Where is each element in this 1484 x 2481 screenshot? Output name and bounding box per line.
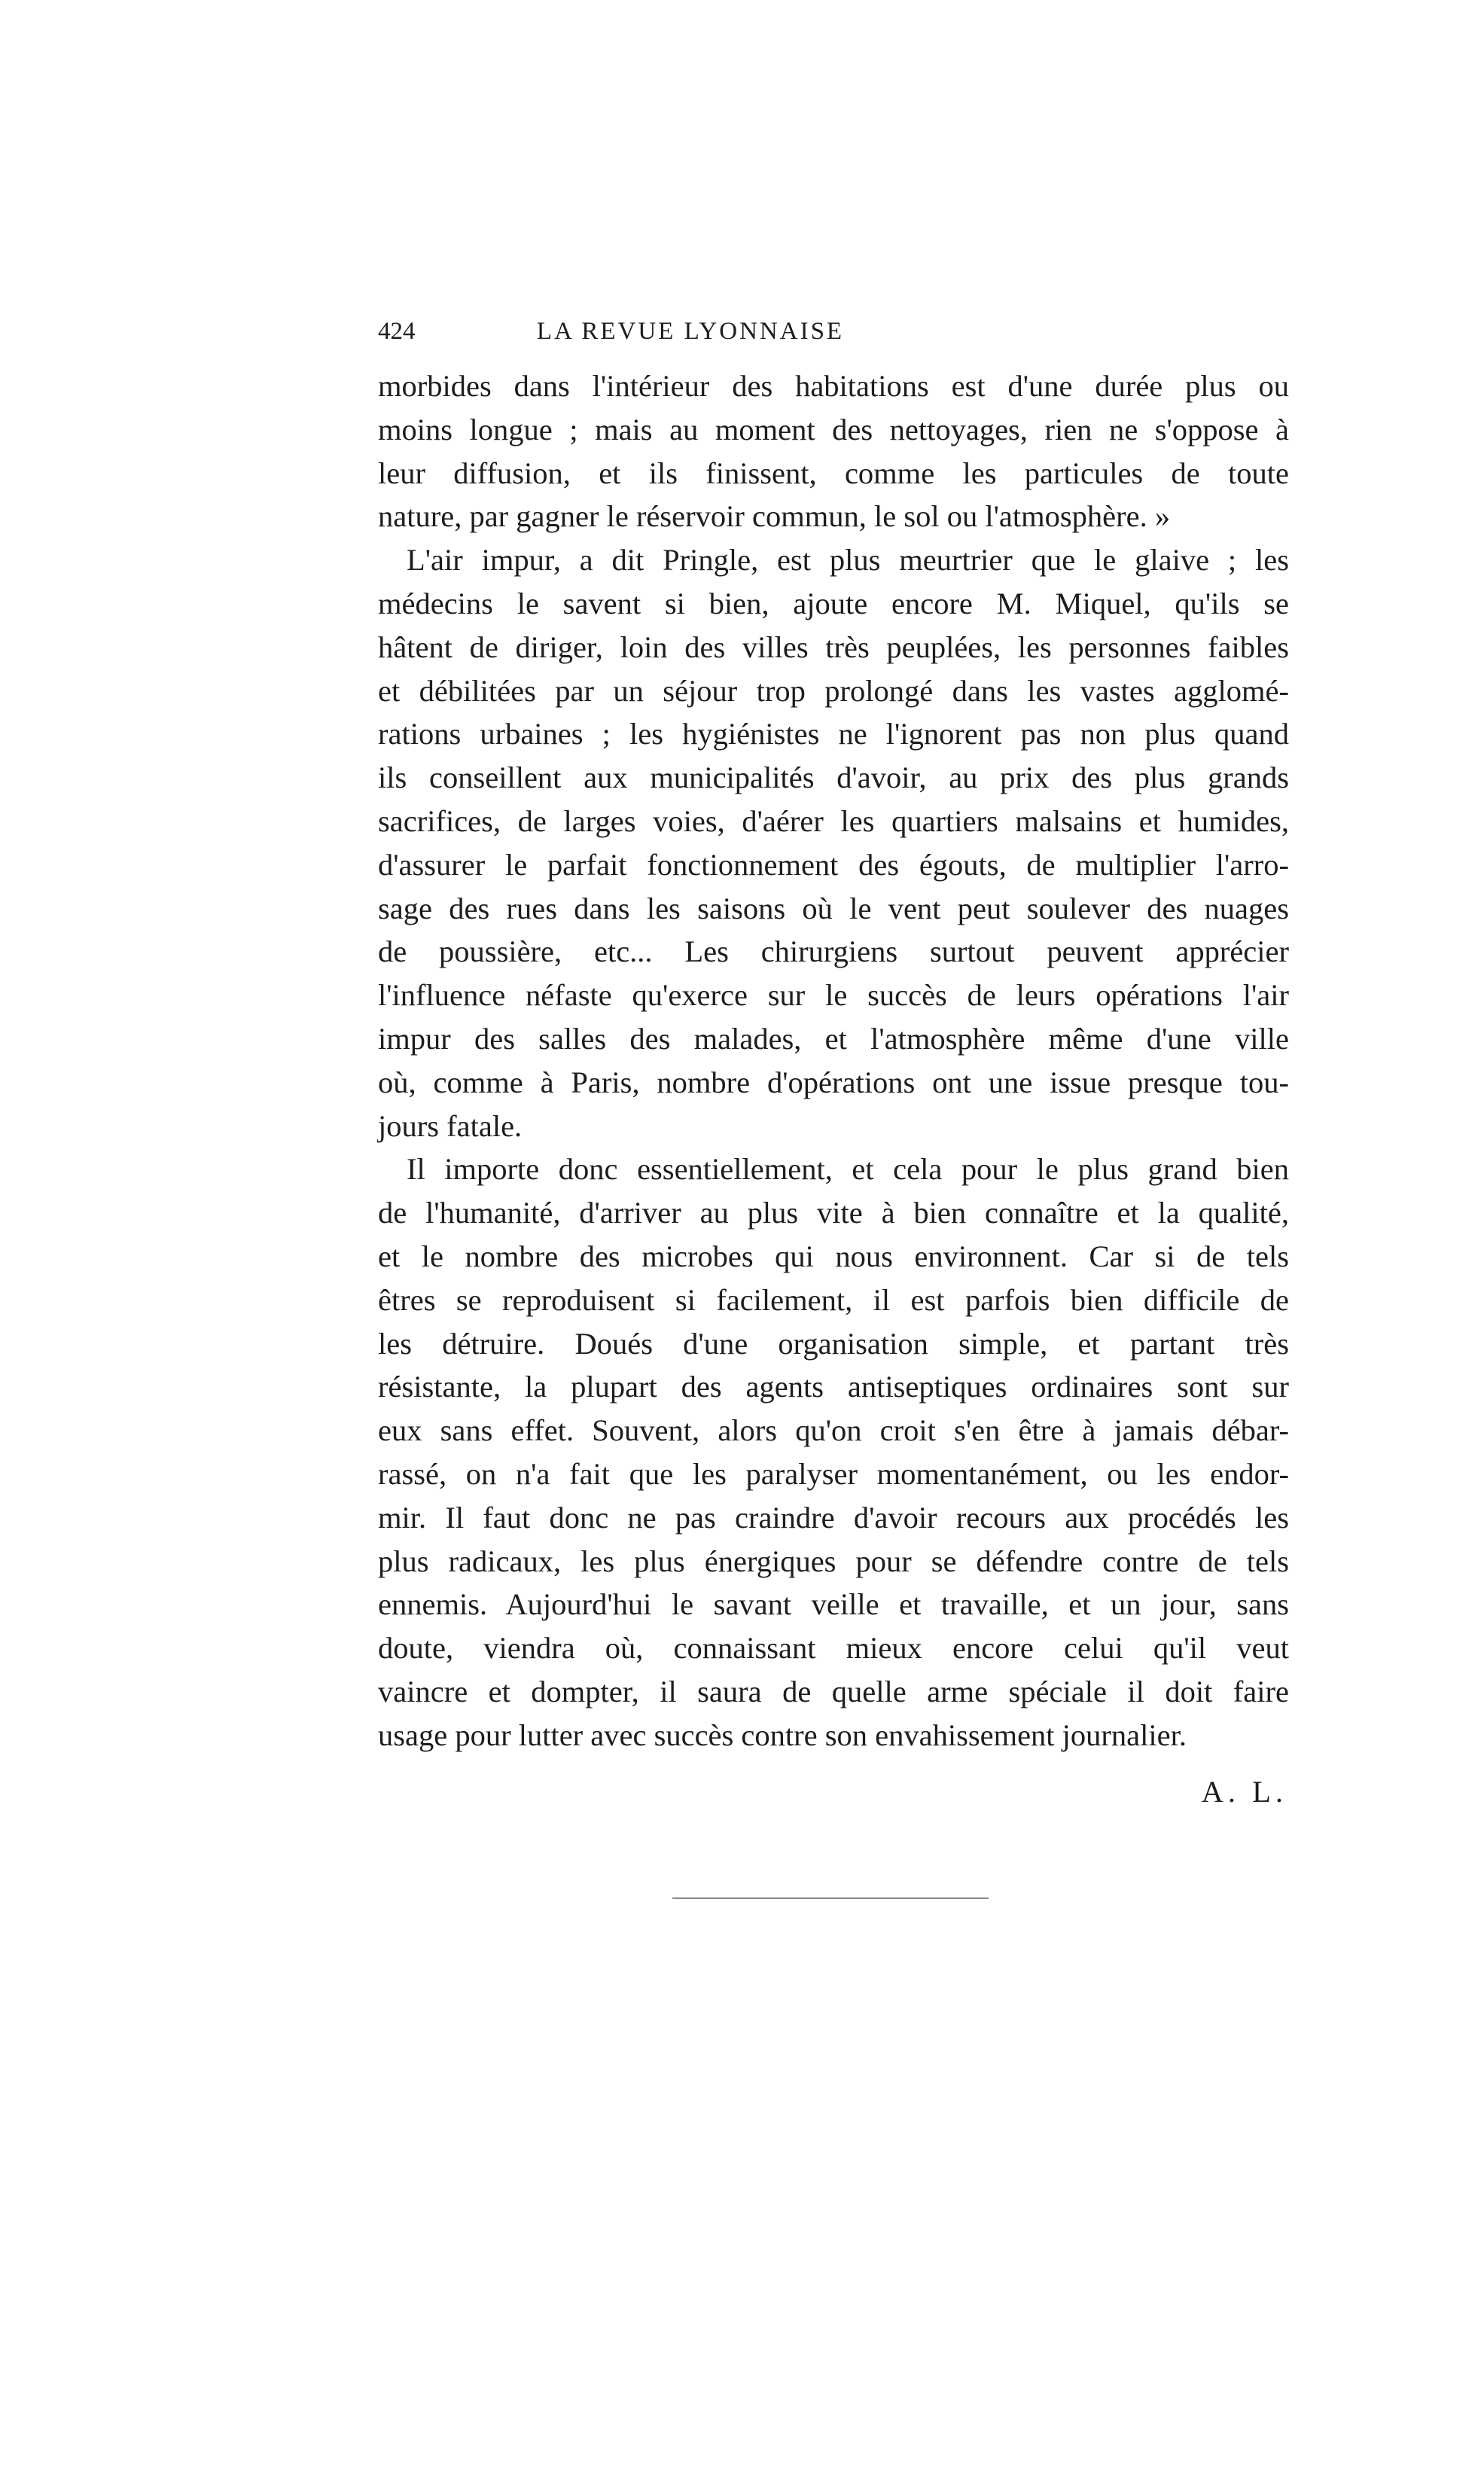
text-line: d'assurer le parfait fonctionnement des égouts, de multiplier l'arro- [378,847,1289,882]
running-title: LA REVUE LYONNAISE [536,318,845,345]
text-line: L'air impur, a dit Pringle, est plus meurtrier que le glaive ; les [407,543,1289,578]
author-signature: A. L. [1201,1775,1287,1809]
text-line: plus radicaux, les plus énergiques pour se défendre contre de tels [378,1544,1289,1578]
text-line: Il importe donc essentiellement, et cela pour le plus grand bien [407,1152,1289,1187]
text-line: mir. Il faut donc ne pas craindre d'avoir recours aux procédés les [378,1500,1289,1535]
text-line: vaincre et dompter, il saura de quelle arme spéciale il doit faire [378,1674,1289,1708]
text-line: jours fatale. [378,1108,523,1143]
text-line: de poussière, etc... Les chirurgiens surtout peuvent apprécier [378,934,1289,969]
text-line: usage pour lutter avec succès contre son envahissement journalier. [378,1717,1187,1752]
text-line: résistante, la plupart des agents antiseptiques ordinaires sont sur [378,1370,1289,1404]
text-line: doute, viendra où, connaissant mieux encore celui qu'il veut [378,1631,1289,1666]
running-header [378,315,1003,348]
text-line: impur des salles des malades, et l'atmosphère même d'une ville [378,1021,1289,1056]
text-line: ennemis. Aujourd'hui le savant veille et travaille, et un jour, sans [378,1587,1289,1622]
text-line: et débilitées par un séjour trop prolongé dans les vastes agglomé- [378,673,1289,708]
text-line: êtres se reproduisent si facilement, il est parfois bien difficile de [378,1282,1289,1317]
text-line: eux sans effet. Souvent, alors qu'on croit s'en être à jamais débar- [378,1413,1289,1448]
text-line: rations urbaines ; les hygiénistes ne l'ignorent pas non plus quand [378,717,1289,751]
text-line: les détruire. Doués d'une organisation simple, et partant très [378,1326,1289,1361]
paragraph [378,538,1289,1148]
text-line: morbides dans l'intérieur des habitations est d'une durée plus ou [378,369,1289,403]
text-line: hâtent de diriger, loin des villes très peuplées, les personnes faibles [378,629,1289,664]
text-line: sacrifices, de larges voies, d'aérer les quartiers malsains et humides, [378,803,1289,838]
text-line: nature, par gagner le réservoir commun, le sol ou l'atmosphère. » [378,499,1171,534]
text-line: leur diffusion, et ils finissent, comme les particules de toute [378,456,1289,490]
article-body [378,364,1289,1757]
page-number: 424 [378,318,416,345]
paragraph [378,364,1289,538]
text-line: et le nombre des microbes qui nous environnent. Car si de tels [378,1239,1289,1273]
text-line: où, comme à Paris, nombre d'opérations ont une issue presque tou- [378,1065,1289,1099]
text-line: sage des rues dans les saisons où le vent peut soulever des nuages [378,891,1289,925]
text-line: ils conseillent aux municipalités d'avoir, au prix des plus grands [378,760,1289,795]
text-line: l'influence néfaste qu'exerce sur le succès de leurs opérations l'air [378,978,1289,1013]
text-line: de l'humanité, d'arriver au plus vite à bien connaître et la qualité, [378,1196,1289,1230]
paragraph [378,1148,1289,1757]
text-line: rassé, on n'a fait que les paralyser momentanément, ou les endor- [378,1456,1289,1491]
text-line: médecins le savent si bien, ajoute encore M. Miquel, qu'ils se [378,586,1289,620]
text-line: moins longue ; mais au moment des nettoyages, rien ne s'oppose à [378,412,1289,447]
section-divider [672,1897,989,1899]
